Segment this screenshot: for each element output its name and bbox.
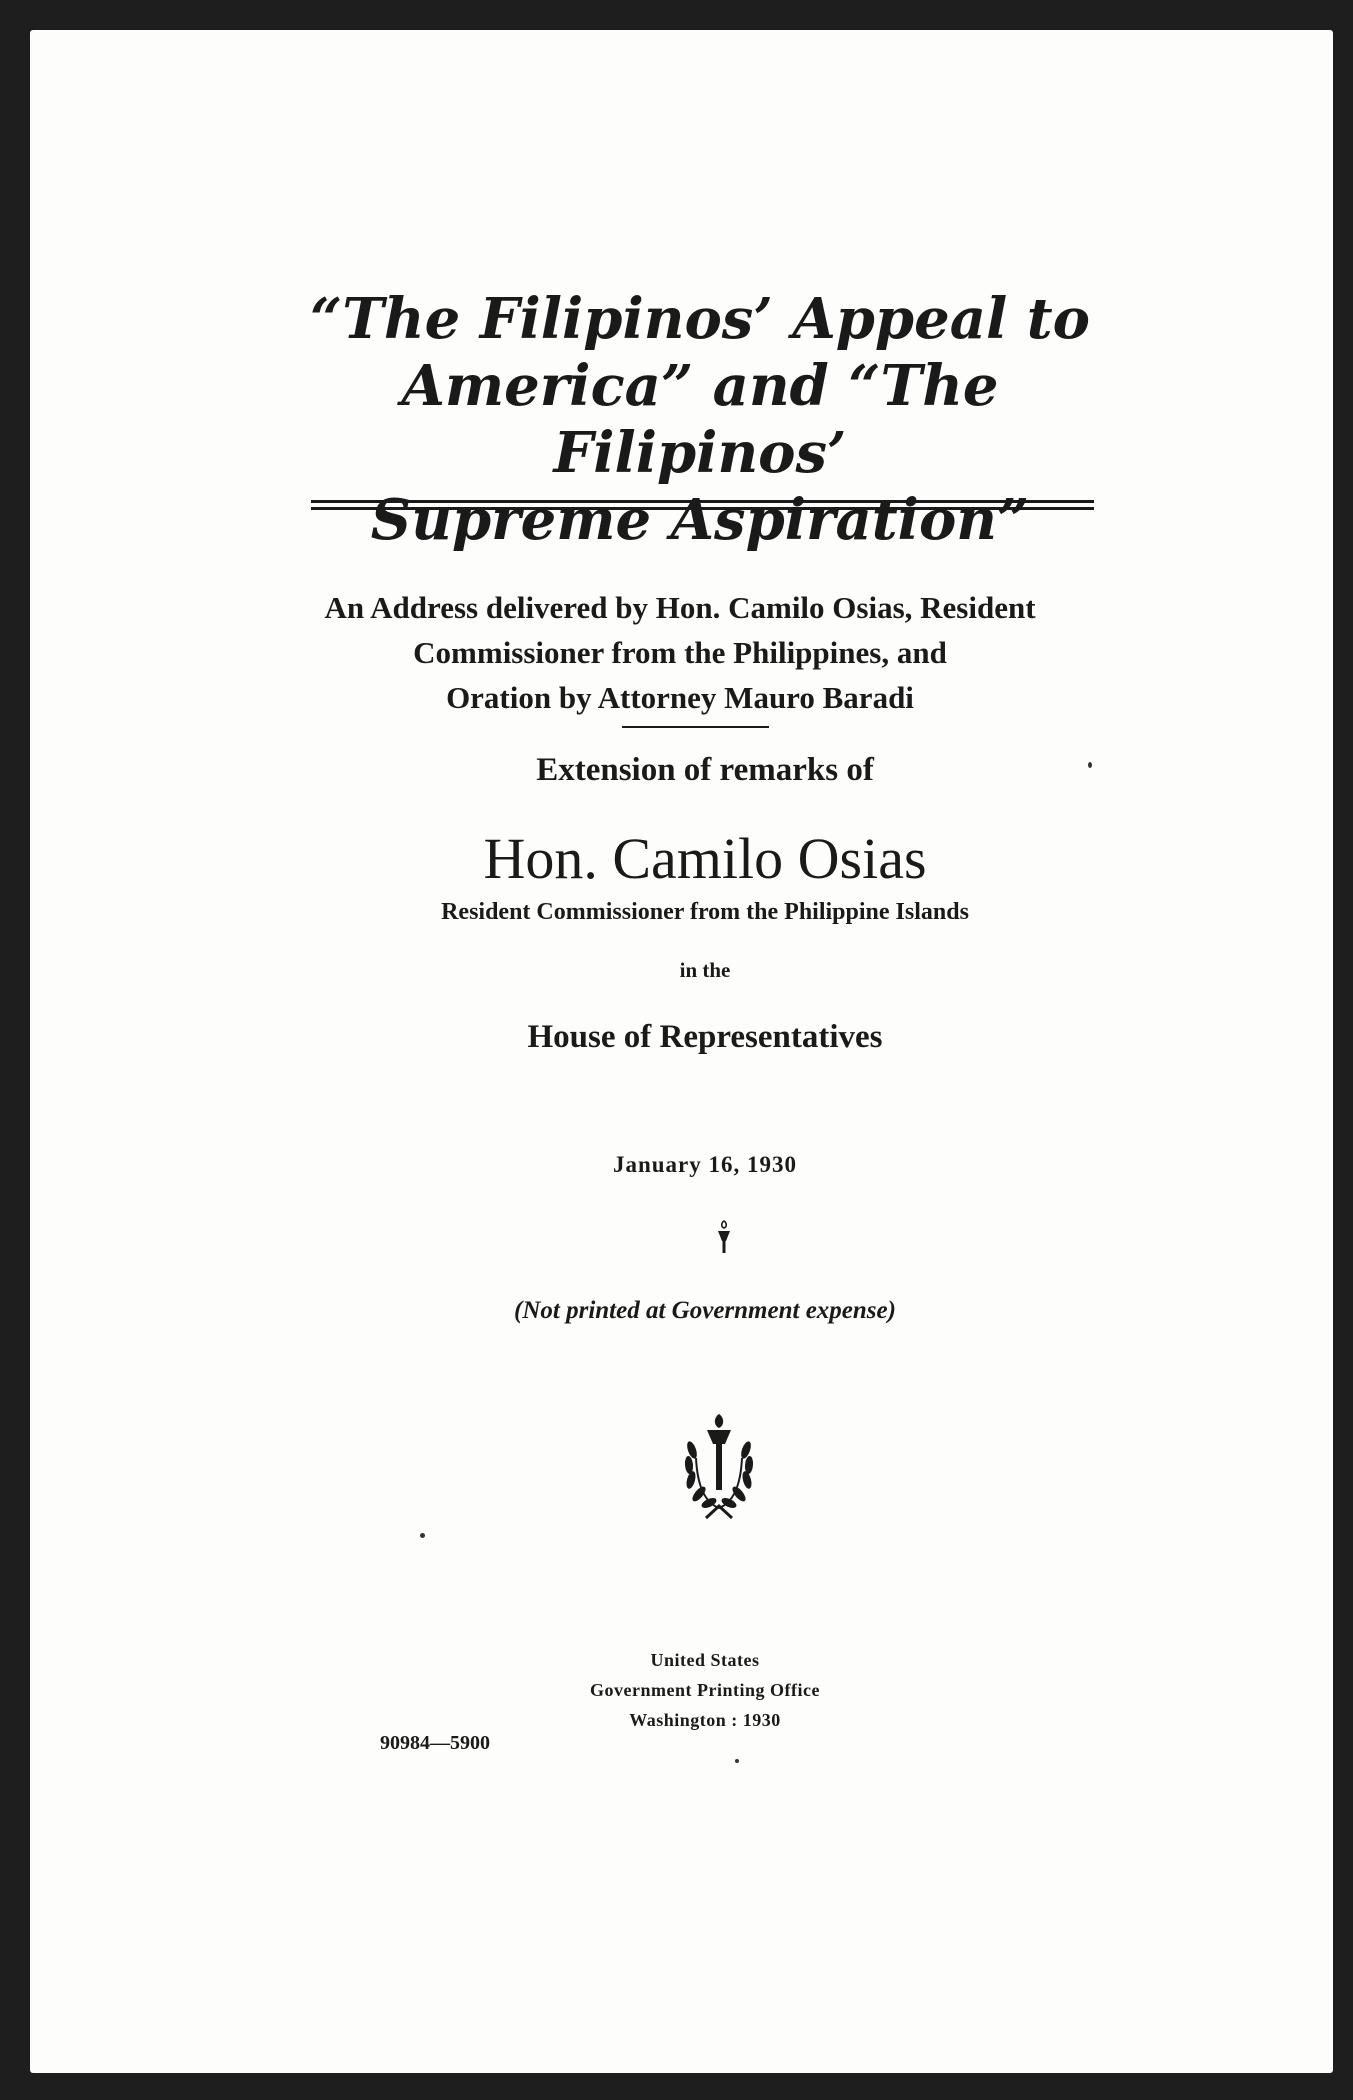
title-double-rule (311, 500, 1094, 510)
in-the-label: in the (679, 958, 731, 982)
torch-wreath-emblem-icon (680, 1410, 758, 1522)
extension-heading: Extension of remarks of (536, 752, 874, 788)
section-divider (622, 726, 769, 728)
imprint-line-2: Government Printing Office (590, 1680, 820, 1700)
job-number: 90984—5900 (380, 1732, 490, 1754)
ink-speck (420, 1533, 425, 1538)
subtitle-line-2: Commissioner from the Philippines, and (413, 635, 947, 670)
title-line-2: America” and “The Filipinos’ (401, 353, 999, 486)
speaker-name: Hon. Camilo Osias (483, 826, 927, 891)
document-subtitle (300, 585, 1060, 720)
imprint-line-3: Washington : 1930 (629, 1710, 781, 1730)
printing-note: (Not printed at Government expense) (514, 1297, 896, 1324)
subtitle-line-3: Oration by Attorney Mauro Baradi (446, 680, 914, 715)
subtitle-line-1: An Address delivered by Hon. Camilo Osias, Resident (324, 590, 1036, 625)
document-title (300, 286, 1100, 554)
printer-imprint (0, 1645, 1353, 1735)
torch-icon (713, 1219, 735, 1255)
title-line-1: “The Filipinos’ Appeal to (310, 286, 1090, 352)
title-line-3: Supreme Aspiration” (370, 487, 1030, 553)
ink-speck (1088, 762, 1092, 768)
ink-speck (735, 1759, 739, 1763)
imprint-line-1: United States (650, 1650, 760, 1670)
document-date: January 16, 1930 (612, 1152, 798, 1177)
speaker-role: Resident Commissioner from the Philippine Islands (441, 899, 969, 925)
house-heading: House of Representatives (527, 1019, 883, 1055)
